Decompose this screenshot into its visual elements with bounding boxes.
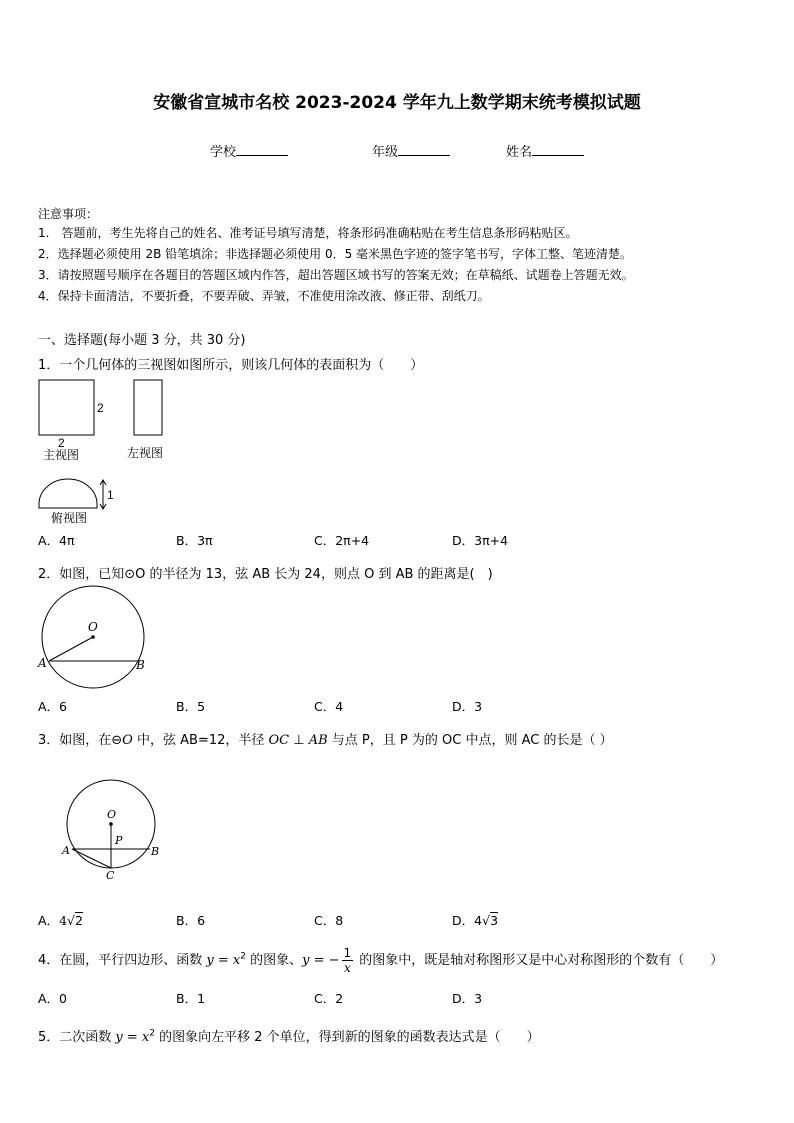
q3-option-a-letter: A． bbox=[38, 913, 60, 928]
q4-func1: y = x bbox=[206, 953, 241, 968]
q2-option-a[interactable]: A．6 bbox=[38, 699, 68, 714]
q3-option-d-radicand: 3 bbox=[490, 913, 499, 928]
q3-option-d-coef: 4 bbox=[474, 913, 483, 928]
q4-option-d[interactable]: D．3 bbox=[452, 991, 483, 1006]
q2-option-c[interactable]: C．4 bbox=[314, 699, 344, 714]
q3-circle-o: O bbox=[122, 733, 133, 748]
q4-option-c[interactable]: C．2 bbox=[314, 991, 344, 1006]
school-field[interactable] bbox=[210, 141, 288, 160]
label-a: A bbox=[38, 656, 47, 670]
label-c: C bbox=[106, 869, 115, 882]
q4-text-c: 的图象中，既是轴对称图形又是中心对称图形的个数有（ ） bbox=[355, 953, 724, 968]
note-item: 4．保持卡面清洁，不要折叠，不要弄破、弄皱，不准使用涂改液、修正带、刮纸刀。 bbox=[38, 289, 490, 303]
label-b: B bbox=[136, 658, 145, 672]
question-1-text: 1．一个几何体的三视图如图所示，则该几何体的表面积为（ ） bbox=[38, 358, 424, 373]
q2-circle-figure bbox=[34, 584, 154, 694]
name-field[interactable] bbox=[506, 141, 584, 160]
center-point bbox=[109, 822, 113, 826]
q2-option-b[interactable]: B．5 bbox=[176, 699, 206, 714]
grade-label: 年级 bbox=[372, 145, 399, 160]
label-o: O bbox=[107, 808, 117, 821]
q3-math-ab: AB bbox=[308, 733, 328, 748]
q5-text-a: 5．二次函数 bbox=[38, 1030, 116, 1045]
q3-option-a-radicand: 2 bbox=[74, 913, 83, 928]
notes-heading: 注意事项： bbox=[38, 207, 99, 221]
q1-option-b[interactable]: B．3π bbox=[176, 533, 213, 548]
top-view-semicircle bbox=[39, 479, 97, 508]
q3-text-a: 3．如图，在⊖ bbox=[38, 733, 123, 748]
note-item: 2．选择题必须使用 2B 铅笔填涂；非选择题必须使用 0．5 毫米黑色字迹的签字笔书写，字体工整、笔迹清楚。 bbox=[38, 247, 633, 261]
q3-perp: ⊥ bbox=[289, 733, 309, 748]
label-p: P bbox=[115, 834, 123, 847]
q3-circle-figure bbox=[58, 770, 173, 882]
front-view-label: 主视图 bbox=[43, 448, 80, 462]
question-2-text: 2．如图，已知⊙O 的半径为 13，弦 AB 长为 24，则点 O 到 AB 的距离是( ) bbox=[38, 567, 493, 582]
q3-math-oc: OC bbox=[268, 733, 290, 748]
label-b: B bbox=[151, 845, 160, 858]
q4-func1-exp: 2 bbox=[240, 951, 246, 962]
q1-option-d[interactable]: D．3π+4 bbox=[452, 533, 509, 548]
q4-func2-lhs: y = − bbox=[302, 953, 340, 968]
page-title: 安徽省宣城市名校 2023-2024 学年九上数学期末统考模拟试题 bbox=[153, 93, 641, 113]
front-view-bottom-dim: 2 bbox=[58, 436, 65, 450]
q4-numerator: 1 bbox=[343, 946, 352, 960]
q4-option-a[interactable]: A．0 bbox=[38, 991, 68, 1006]
note-item: 3．请按照题号顺序在各题目的答题区域内作答，超出答题区域书写的答案无效；在草稿纸、试题卷上答题无效。 bbox=[38, 268, 634, 282]
q1-three-views-figure bbox=[30, 375, 190, 527]
front-view-square bbox=[39, 380, 94, 435]
note-item: 1. 答题前，考生先将自己的姓名、准考证号填写清楚，将条形码准确粘贴在考生信息条形码粘贴区。 bbox=[38, 226, 578, 240]
center-point bbox=[91, 635, 95, 639]
q3-option-d[interactable] bbox=[452, 911, 498, 929]
name-blank[interactable] bbox=[532, 143, 584, 156]
q4-text-b: 的图象、 bbox=[245, 953, 303, 968]
q1-option-a[interactable]: A．4π bbox=[38, 533, 75, 548]
grade-field[interactable] bbox=[372, 141, 450, 160]
section-heading: 一、选择题(每小题 3 分，共 30 分) bbox=[38, 333, 246, 348]
grade-blank[interactable] bbox=[398, 143, 450, 156]
school-label: 学校 bbox=[210, 145, 237, 160]
label-a: A bbox=[62, 844, 70, 857]
q4-fraction bbox=[342, 946, 354, 975]
radius-oa bbox=[49, 637, 93, 661]
question-4-text bbox=[38, 943, 723, 979]
sqrt-icon: √ bbox=[482, 913, 491, 928]
left-view-label: 左视图 bbox=[127, 446, 164, 460]
label-o: O bbox=[88, 620, 98, 634]
q3-option-a-coef: 4 bbox=[59, 913, 68, 928]
q5-func-exp: 2 bbox=[149, 1028, 155, 1039]
q3-option-c[interactable]: C．8 bbox=[314, 913, 344, 928]
q5-func: y = x bbox=[115, 1030, 150, 1045]
q4-denominator: x bbox=[343, 961, 351, 975]
q4-option-b[interactable]: B．1 bbox=[176, 991, 206, 1006]
top-view-height-dim: 1 bbox=[107, 488, 114, 502]
question-3-text bbox=[38, 729, 613, 748]
q3-text-b: 中，弦 AB=12，半径 bbox=[132, 733, 269, 748]
q2-option-d[interactable]: D．3 bbox=[452, 699, 483, 714]
name-label: 姓名 bbox=[506, 145, 533, 160]
school-blank[interactable] bbox=[236, 143, 288, 156]
q3-option-b[interactable]: B．6 bbox=[176, 913, 206, 928]
q4-text-a: 4．在圆，平行四边形、函数 bbox=[38, 953, 207, 968]
sqrt-icon: √ bbox=[67, 913, 75, 928]
question-5-text bbox=[38, 1026, 540, 1045]
q3-text-c: 与点 P，且 P 为的 OC 中点，则 AC 的长是（ ） bbox=[327, 733, 613, 748]
q3-option-d-letter: D． bbox=[452, 913, 475, 928]
q3-option-a[interactable] bbox=[38, 911, 83, 929]
q1-option-c[interactable]: C．2π+4 bbox=[314, 533, 370, 548]
left-view-rect bbox=[134, 380, 162, 435]
front-view-side-dim: 2 bbox=[97, 401, 104, 415]
q5-text-b: 的图象向左平移 2 个单位，得到新的图象的函数表达式是（ ） bbox=[154, 1030, 540, 1045]
top-view-label: 俯视图 bbox=[51, 511, 88, 525]
segment-ac bbox=[72, 849, 111, 868]
